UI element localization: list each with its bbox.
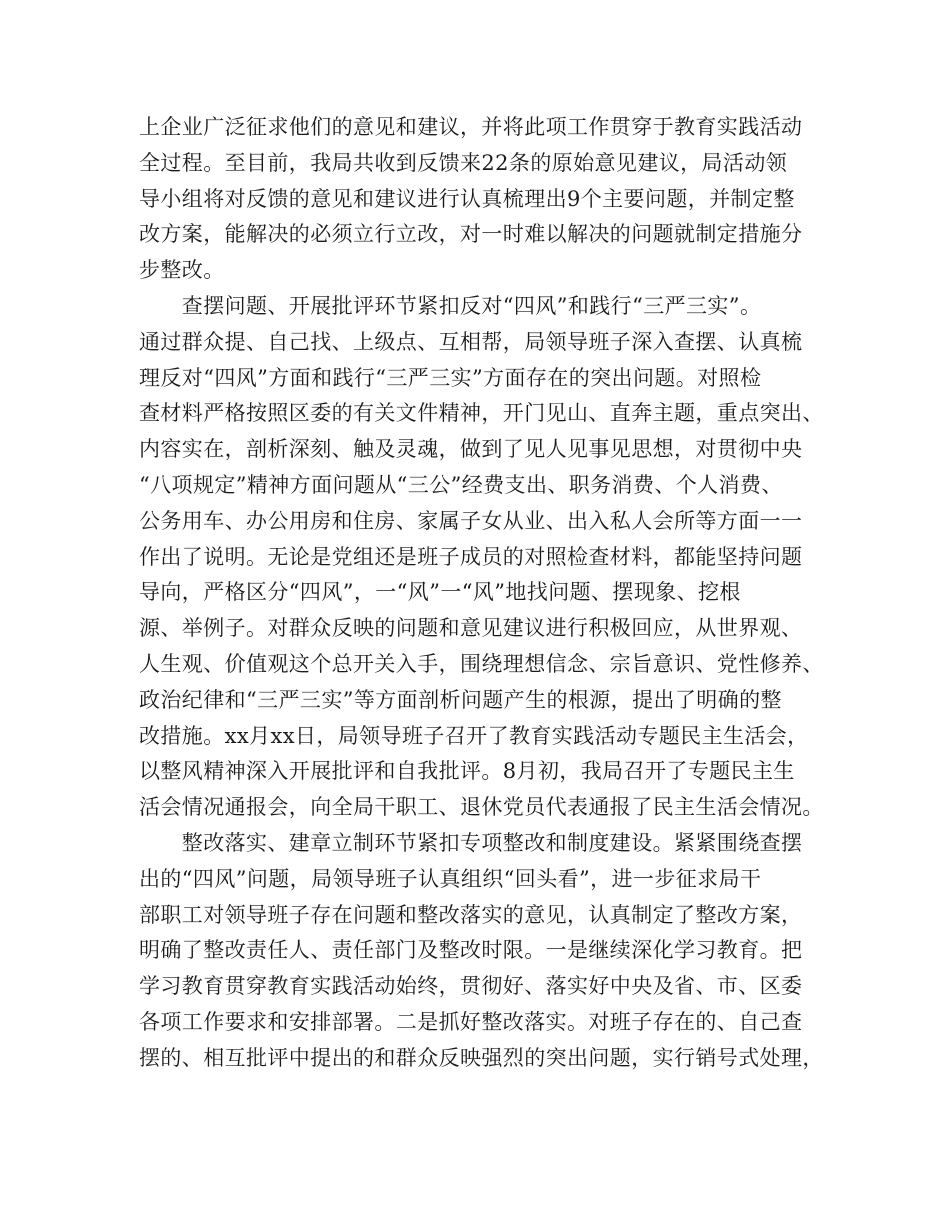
- text-line: 出的“四风”问题，局领导班子认真组织“回头看”，进一步征求局干: [139, 866, 762, 891]
- text-line: 步整改。: [139, 258, 225, 283]
- text-line: 作出了说明。无论是党组还是班子成员的对照检查材料，都能坚持问题: [139, 544, 803, 569]
- text-line: 内容实在，剖析深刻、触及灵魂，做到了见人见事见思想，对贯彻中央: [139, 437, 803, 462]
- text-line: 以整风精神深入开展批评和自我批评。8月初，我局召开了专题民主生: [139, 759, 795, 784]
- text-line: 政治纪律和“三严三实”等方面剖析问题产生的根源，提出了明确的整: [139, 687, 782, 712]
- text-line: 改方案，能解决的必须立行立改，对一时难以解决的问题就制定措施分: [139, 222, 803, 247]
- paragraph-start-line: 整改落实、建章立制环节紧扣专项整改和制度建设。紧紧围绕查摆: [139, 830, 803, 855]
- paragraph-start-line: 查摆问题、开展批评环节紧扣反对“四风”和践行“三严三实”。: [139, 293, 762, 318]
- text-line: “八项规定”精神方面问题从“三公”经费支出、职务消费、个人消费、: [139, 472, 783, 497]
- text-line: 各项工作要求和安排部署。二是抓好整改落实。对班子存在的、自己查: [139, 1009, 803, 1034]
- text-line: 导小组将对反馈的意见和建议进行认真梳理出9个主要问题，并制定整: [139, 186, 795, 211]
- text-line: 活会情况通报会，向全局干职工、退休党员代表通报了民主生活会情况。: [139, 795, 824, 820]
- text-line: 上企业广泛征求他们的意见和建议，并将此项工作贯穿于教育实践活动: [139, 115, 803, 139]
- text-line: 全过程。至目前，我局共收到反馈来22条的原始意见建议，局活动领: [139, 150, 788, 175]
- text-line: 改措施。xx月xx日，局领导班子召开了教育实践活动专题民主生活会，: [139, 723, 809, 748]
- document-body: [139, 110, 839, 1077]
- text-line: 查材料严格按照区委的有关文件精神，开门见山、直奔主题，重点突出、: [139, 401, 824, 426]
- text-line: 公务用车、办公用房和住房、家属子女从业、出入私人会所等方面一一: [139, 508, 803, 533]
- text-line: 理反对“四风”方面和践行“三严三实”方面存在的突出问题。对照检: [139, 365, 762, 390]
- text-line: 摆的、相互批评中提出的和群众反映强烈的突出问题，实行销号式处理，: [139, 1045, 824, 1070]
- text-line: 人生观、价值观这个总开关入手，围绕理想信念、宗旨意识、党性修养、: [139, 651, 824, 676]
- text-line: 源、举例子。对群众反映的问题和意见建议进行积极回应，从世界观、: [139, 616, 803, 641]
- text-line: 学习教育贯穿教育实践活动始终，贯彻好、落实好中央及省、市、区委: [139, 974, 803, 999]
- text-line: 通过群众提、自己找、上级点、互相帮，局领导班子深入查摆、认真梳: [139, 329, 803, 354]
- text-line: 部职工对领导班子存在问题和整改落实的意见，认真制定了整改方案，: [139, 902, 803, 927]
- text-line: 导向，严格区分“四风”，一“风”一“风”地找问题、摆现象、挖根: [139, 580, 741, 605]
- text-line: 明确了整改责任人、责任部门及整改时限。一是继续深化学习教育。把: [139, 938, 803, 963]
